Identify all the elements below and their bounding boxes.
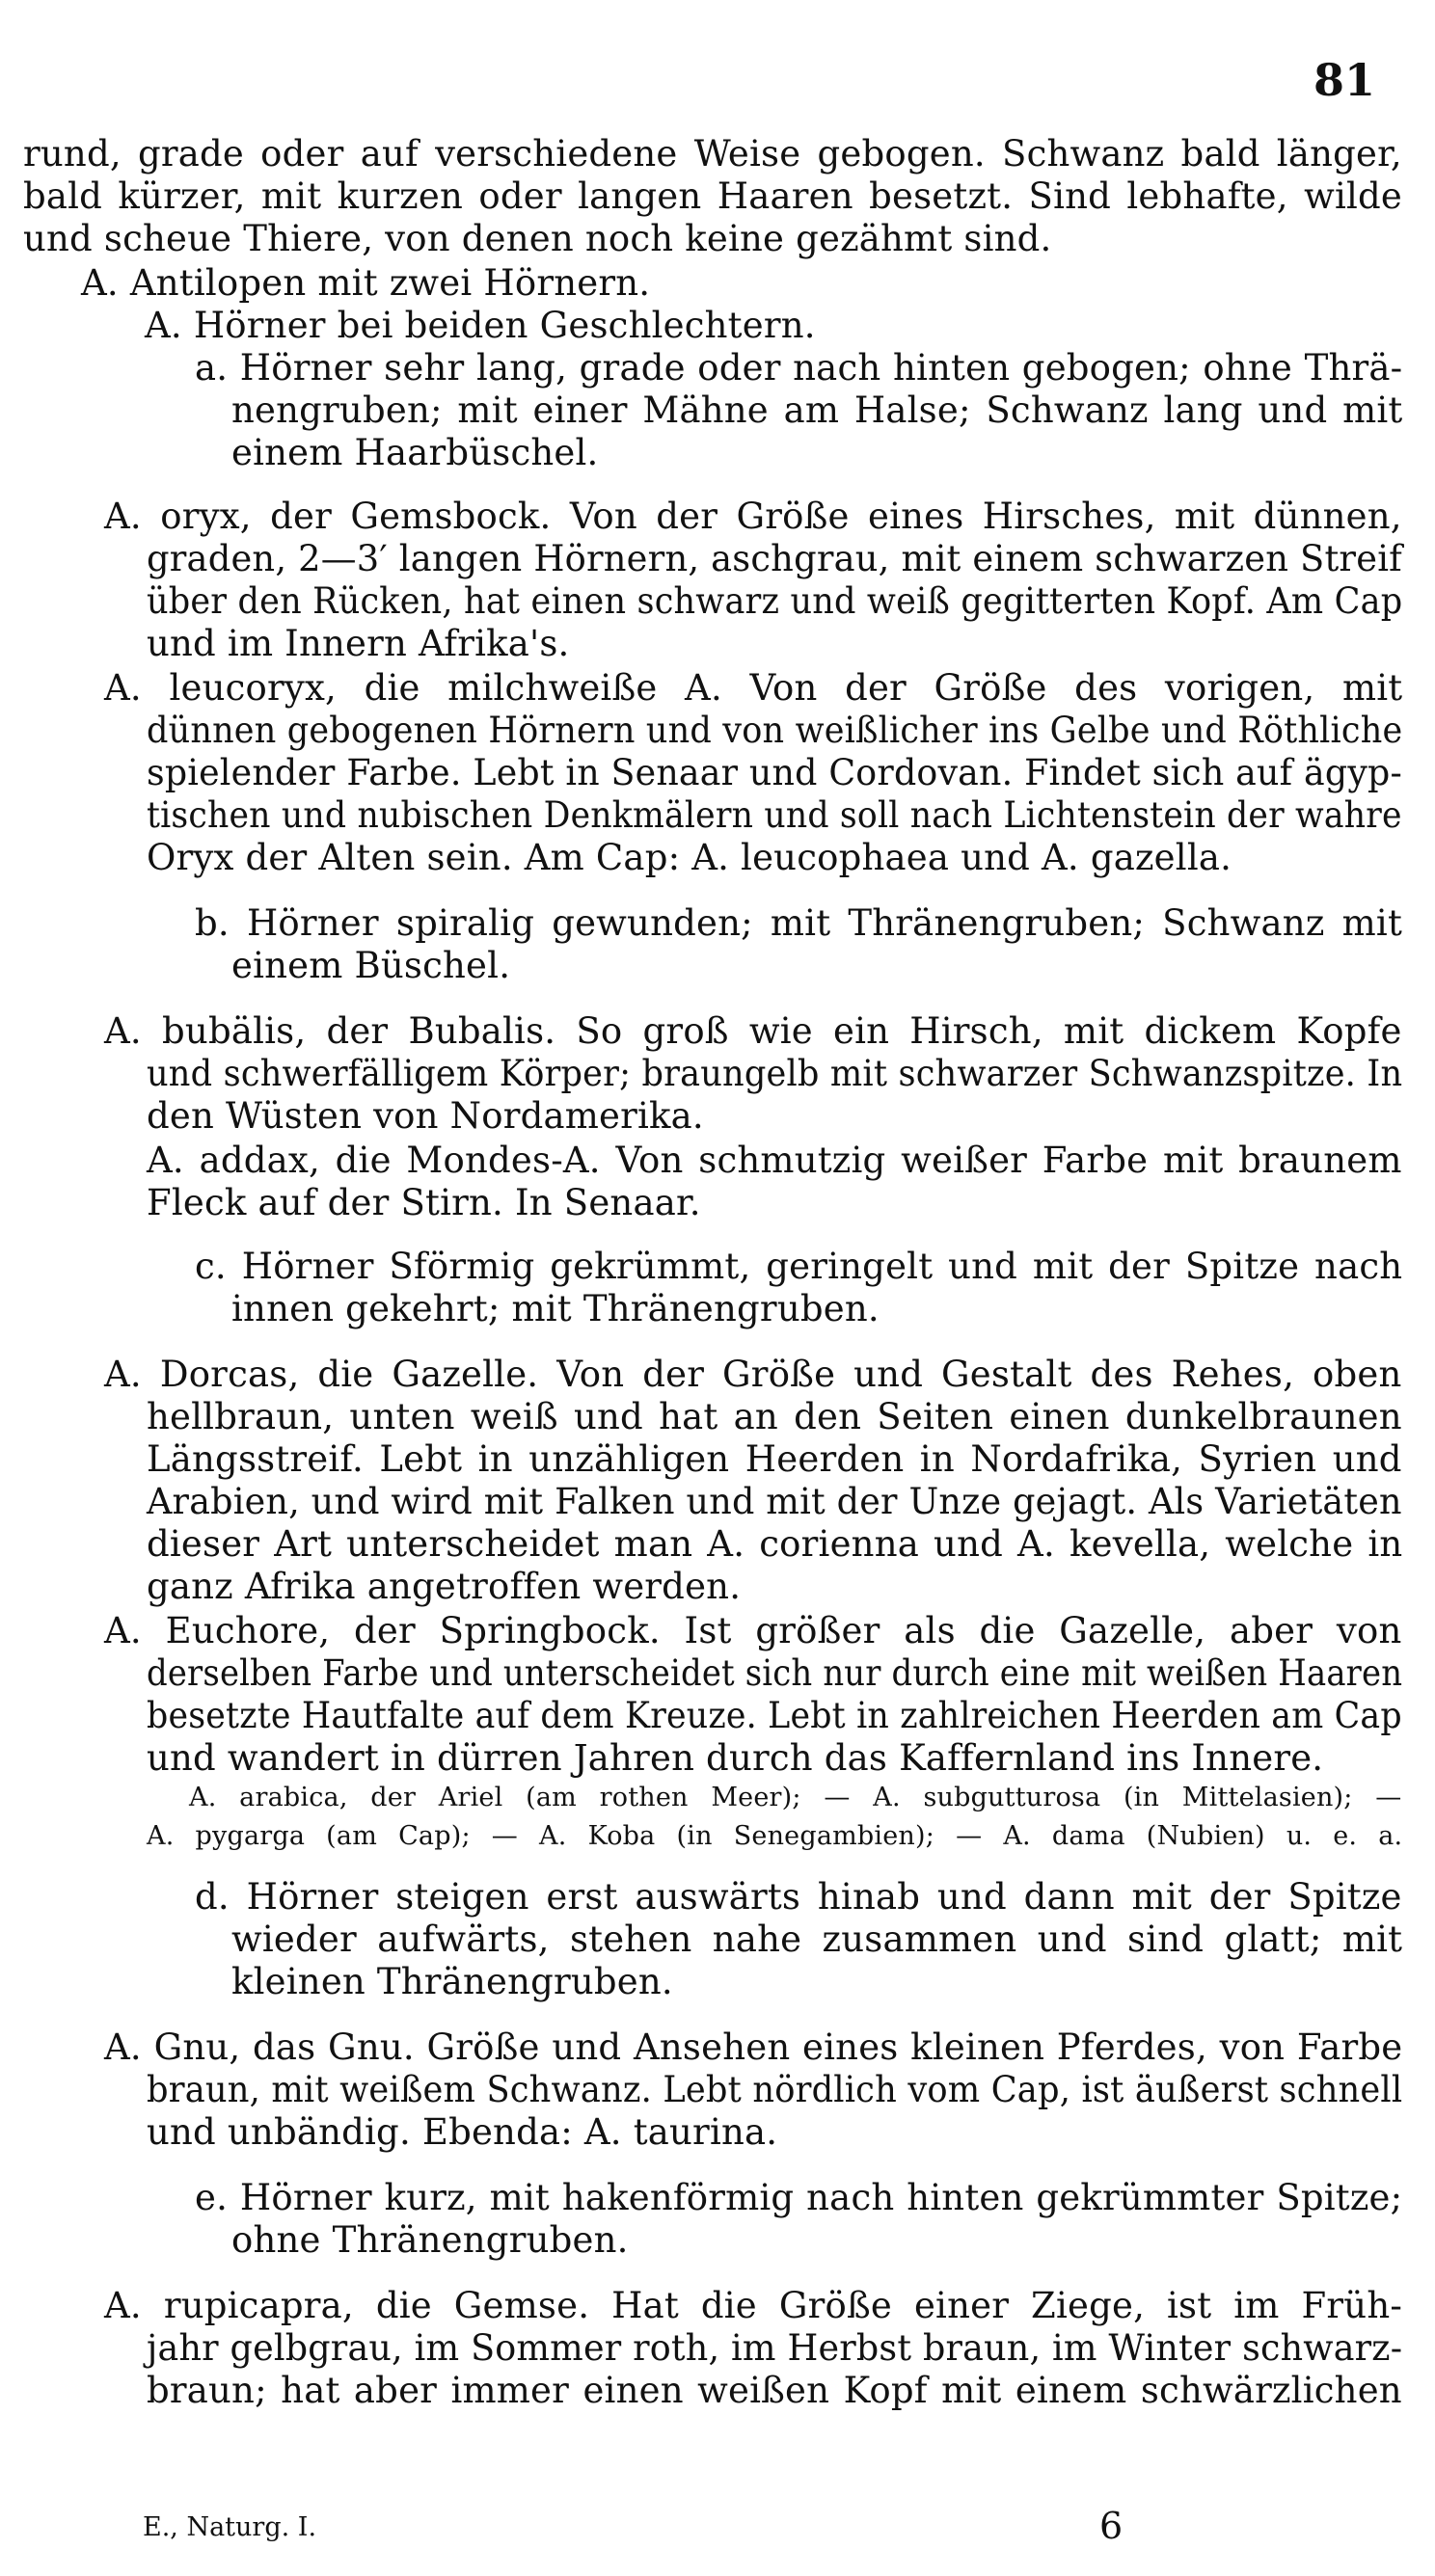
text-line: und schwerfälligem Körper; braungelb mit schwarzer Schwanzspitze. In xyxy=(147,1053,1403,1094)
footer-signature-mark: E., Naturg. I. xyxy=(143,2512,317,2542)
text-line: A. Gnu, das Gnu. Größe und Ansehen eines kleinen Pferdes, von Farbe xyxy=(104,2026,1403,2068)
text-line: braun; hat aber immer einen weißen Kopf mit einem schwärzlichen xyxy=(147,2370,1402,2411)
text-line: b. Hörner spiralig gewunden; mit Thränengruben; Schwanz mit xyxy=(195,902,1403,944)
sheet-signature: 6 xyxy=(1099,2505,1124,2547)
text-line: A. pygarga (am Cap); — A. Koba (in Senegambien); — A. dama (Nubien) u. e. a. xyxy=(147,1821,1403,1851)
text-line: derselben Farbe und unterscheidet sich nur durch eine mit weißen Haaren xyxy=(147,1652,1403,1694)
text-line: einem Haarbüschel. xyxy=(231,432,599,473)
text-line: wieder aufwärts, stehen nahe zusammen und sind glatt; mit xyxy=(231,1919,1403,1960)
text-line: Arabien, und wird mit Falken und mit der Unze gejagt. Als Varietäten xyxy=(147,1481,1402,1522)
text-line: dieser Art unterscheidet man A. corienna und A. kevella, welche in xyxy=(147,1523,1403,1565)
text-line: und scheue Thiere, von denen noch keine gezähmt sind. xyxy=(23,218,1052,259)
text-line: jahr gelbgrau, im Sommer roth, im Herbst braun, im Winter schwarz- xyxy=(147,2327,1403,2369)
text-line: A. bubälis, der Bubalis. So groß wie ein Hirsch, mit dickem Kopfe xyxy=(104,1010,1402,1052)
text-line: Fleck auf der Stirn. In Senaar. xyxy=(147,1182,701,1223)
text-line: tischen und nubischen Denkmälern und soll nach Lichtenstein der wahre xyxy=(147,794,1402,836)
text-line: rund, grade oder auf verschiedene Weise gebogen. Schwanz bald länger, xyxy=(23,133,1402,174)
text-line: ohne Thränengruben. xyxy=(231,2219,629,2261)
text-line: A. Hörner bei beiden Geschlechtern. xyxy=(145,305,816,346)
text-line: innen gekehrt; mit Thränengruben. xyxy=(231,1288,880,1329)
text-line: e. Hörner kurz, mit hakenförmig nach hinten gekrümmter Spitze; xyxy=(195,2177,1403,2218)
text-line: c. Hörner Sförmig gekrümmt, geringelt und mit der Spitze nach xyxy=(195,1246,1403,1287)
text-line: nengruben; mit einer Mähne am Halse; Schwanz lang und mit xyxy=(231,389,1403,431)
text-line: über den Rücken, hat einen schwarz und weiß gegitterten Kopf. Am Cap xyxy=(147,580,1403,622)
text-line: ganz Afrika angetroffen werden. xyxy=(147,1566,742,1607)
text-line: Oryx der Alten sein. Am Cap: A. leucophaea und A. gazella. xyxy=(147,837,1232,878)
text-line: einem Büschel. xyxy=(231,945,511,986)
text-line: braun, mit weißem Schwanz. Lebt nördlich vom Cap, ist äußerst schnell xyxy=(147,2069,1403,2110)
text-line: bald kürzer, mit kurzen oder langen Haaren besetzt. Sind lebhafte, wilde xyxy=(23,175,1403,217)
text-line: und im Innern Afrika's. xyxy=(147,623,570,664)
text-line: A. addax, die Mondes-A. Von schmutzig weißer Farbe mit braunem xyxy=(147,1140,1402,1181)
text-line: A. leucoryx, die milchweiße A. Von der Größe des vorigen, mit xyxy=(104,667,1403,709)
text-line: hellbraun, unten weiß und hat an den Seiten einen dunkelbraunen xyxy=(147,1396,1402,1437)
text-line: Längsstreif. Lebt in unzähligen Heerden in Nordafrika, Syrien und xyxy=(147,1438,1402,1480)
text-line: besetzte Hautfalte auf dem Kreuze. Lebt in zahlreichen Heerden am Cap xyxy=(147,1695,1402,1736)
text-line: kleinen Thränengruben. xyxy=(231,1961,673,2002)
text-line: d. Hörner steigen erst auswärts hinab und dann mit der Spitze xyxy=(195,1876,1402,1918)
text-line: A. arabica, der Ariel (am rothen Meer); — A. subgutturosa (in Mittelasien); — xyxy=(189,1783,1402,1812)
text-line: A. oryx, der Gemsbock. Von der Größe eines Hirsches, mit dünnen, xyxy=(104,496,1402,537)
text-line: und unbändig. Ebenda: A. taurina. xyxy=(147,2111,778,2153)
text-line: graden, 2—3′ langen Hörnern, aschgrau, mit einem schwarzen Streif xyxy=(147,538,1402,579)
text-line: und wandert in dürren Jahren durch das Kaffernland ins Innere. xyxy=(147,1737,1324,1779)
text-line: spielender Farbe. Lebt in Senaar und Cordovan. Findet sich auf ägyp- xyxy=(147,752,1402,793)
page-number: 81 xyxy=(1313,54,1375,106)
text-line: dünnen gebogenen Hörnern und von weißlicher ins Gelbe und Röthliche xyxy=(147,710,1403,751)
text-line: A. Euchore, der Springbock. Ist größer als die Gazelle, aber von xyxy=(104,1610,1402,1651)
text-line: A. rupicapra, die Gemse. Hat die Größe einer Ziege, ist im Früh- xyxy=(104,2285,1403,2326)
text-line: A. Dorcas, die Gazelle. Von der Größe und Gestalt des Rehes, oben xyxy=(104,1354,1402,1395)
text-line: A. Antilopen mit zwei Hörnern. xyxy=(81,262,651,304)
text-line: den Wüsten von Nordamerika. xyxy=(147,1095,704,1137)
text-line: a. Hörner sehr lang, grade oder nach hinten gebogen; ohne Thrä- xyxy=(195,347,1403,389)
